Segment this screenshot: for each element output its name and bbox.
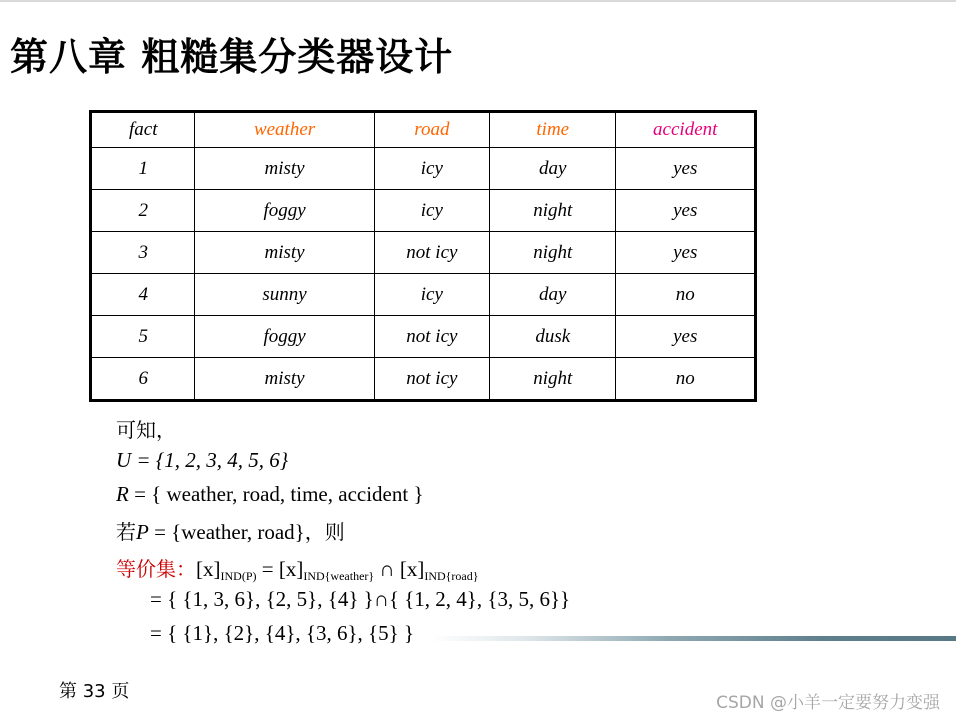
cell-fact: 4 bbox=[91, 274, 195, 316]
cell-weather: misty bbox=[195, 232, 374, 274]
watermark: CSDN @小羊一定要努力变强 bbox=[716, 693, 940, 713]
cell-road: not icy bbox=[374, 316, 489, 358]
cell-road: icy bbox=[374, 148, 489, 190]
cell-road: not icy bbox=[374, 232, 489, 274]
cell-accident: no bbox=[616, 358, 756, 401]
header-accident: accident bbox=[616, 112, 756, 148]
cell-accident: yes bbox=[616, 232, 756, 274]
table-row bbox=[91, 148, 756, 190]
table-row bbox=[91, 316, 756, 358]
cell-road: not icy bbox=[374, 358, 489, 401]
p-symbol: P bbox=[136, 520, 149, 544]
formula-x2: = [x] bbox=[256, 557, 304, 581]
r-set: = { weather, road, time, accident } bbox=[128, 482, 424, 506]
table-header-row bbox=[91, 112, 756, 148]
equivalence-formula bbox=[116, 553, 479, 584]
table-row bbox=[91, 190, 756, 232]
top-border bbox=[0, 0, 956, 2]
cell-fact: 1 bbox=[91, 148, 195, 190]
cell-road: icy bbox=[374, 274, 489, 316]
formula-sub-ind-road: IND{road} bbox=[424, 569, 479, 583]
cell-time: night bbox=[490, 358, 616, 401]
equivalence-result: = { {1}, {2}, {4}, {3, 6}, {5} } bbox=[150, 621, 415, 645]
page-number: 第 33 页 bbox=[59, 681, 130, 702]
cell-fact: 6 bbox=[91, 358, 195, 401]
cell-fact: 3 bbox=[91, 232, 195, 274]
header-time: time bbox=[490, 112, 616, 148]
then-word: ，则 bbox=[304, 520, 345, 544]
formula-x1: [x] bbox=[196, 557, 221, 581]
formula-sub-ind-weather: IND{weather} bbox=[303, 569, 375, 583]
cell-weather: misty bbox=[195, 148, 374, 190]
cell-weather: foggy bbox=[195, 190, 374, 232]
intro-text: 可知， bbox=[116, 418, 176, 442]
cell-accident: yes bbox=[616, 190, 756, 232]
decorative-gradient-bar bbox=[430, 636, 956, 641]
formula-x3: ∩ [x] bbox=[374, 557, 425, 581]
cell-time: day bbox=[490, 274, 616, 316]
if-word: 若 bbox=[116, 520, 136, 544]
cell-fact: 5 bbox=[91, 316, 195, 358]
cell-accident: yes bbox=[616, 316, 756, 358]
header-fact: fact bbox=[91, 112, 195, 148]
table-row bbox=[91, 232, 756, 274]
cell-time: night bbox=[490, 190, 616, 232]
attribute-set-definition bbox=[116, 482, 424, 507]
cell-fact: 2 bbox=[91, 190, 195, 232]
cell-time: night bbox=[490, 232, 616, 274]
equivalence-label: 等价集： bbox=[116, 557, 196, 581]
subset-definition bbox=[116, 516, 345, 545]
cell-time: dusk bbox=[490, 316, 616, 358]
table-row bbox=[91, 358, 756, 401]
cell-weather: sunny bbox=[195, 274, 374, 316]
r-symbol: R bbox=[116, 482, 129, 506]
p-set: = {weather, road} bbox=[148, 520, 305, 544]
page-title: 第八章 粗糙集分类器设计 bbox=[10, 35, 454, 79]
cell-time: day bbox=[490, 148, 616, 190]
cell-accident: yes bbox=[616, 148, 756, 190]
table-row bbox=[91, 274, 756, 316]
cell-road: icy bbox=[374, 190, 489, 232]
cell-accident: no bbox=[616, 274, 756, 316]
header-road: road bbox=[374, 112, 489, 148]
equivalence-expansion: = { {1, 3, 6}, {2, 5}, {4} }∩{ {1, 2, 4}, {3, 5, 6}} bbox=[150, 587, 571, 611]
header-weather: weather bbox=[195, 112, 374, 148]
cell-weather: foggy bbox=[195, 316, 374, 358]
formula-sub-ind-p: IND(P) bbox=[220, 569, 257, 583]
cell-weather: misty bbox=[195, 358, 374, 401]
data-table bbox=[89, 110, 757, 402]
universe-definition: U = {1, 2, 3, 4, 5, 6} bbox=[116, 448, 289, 472]
